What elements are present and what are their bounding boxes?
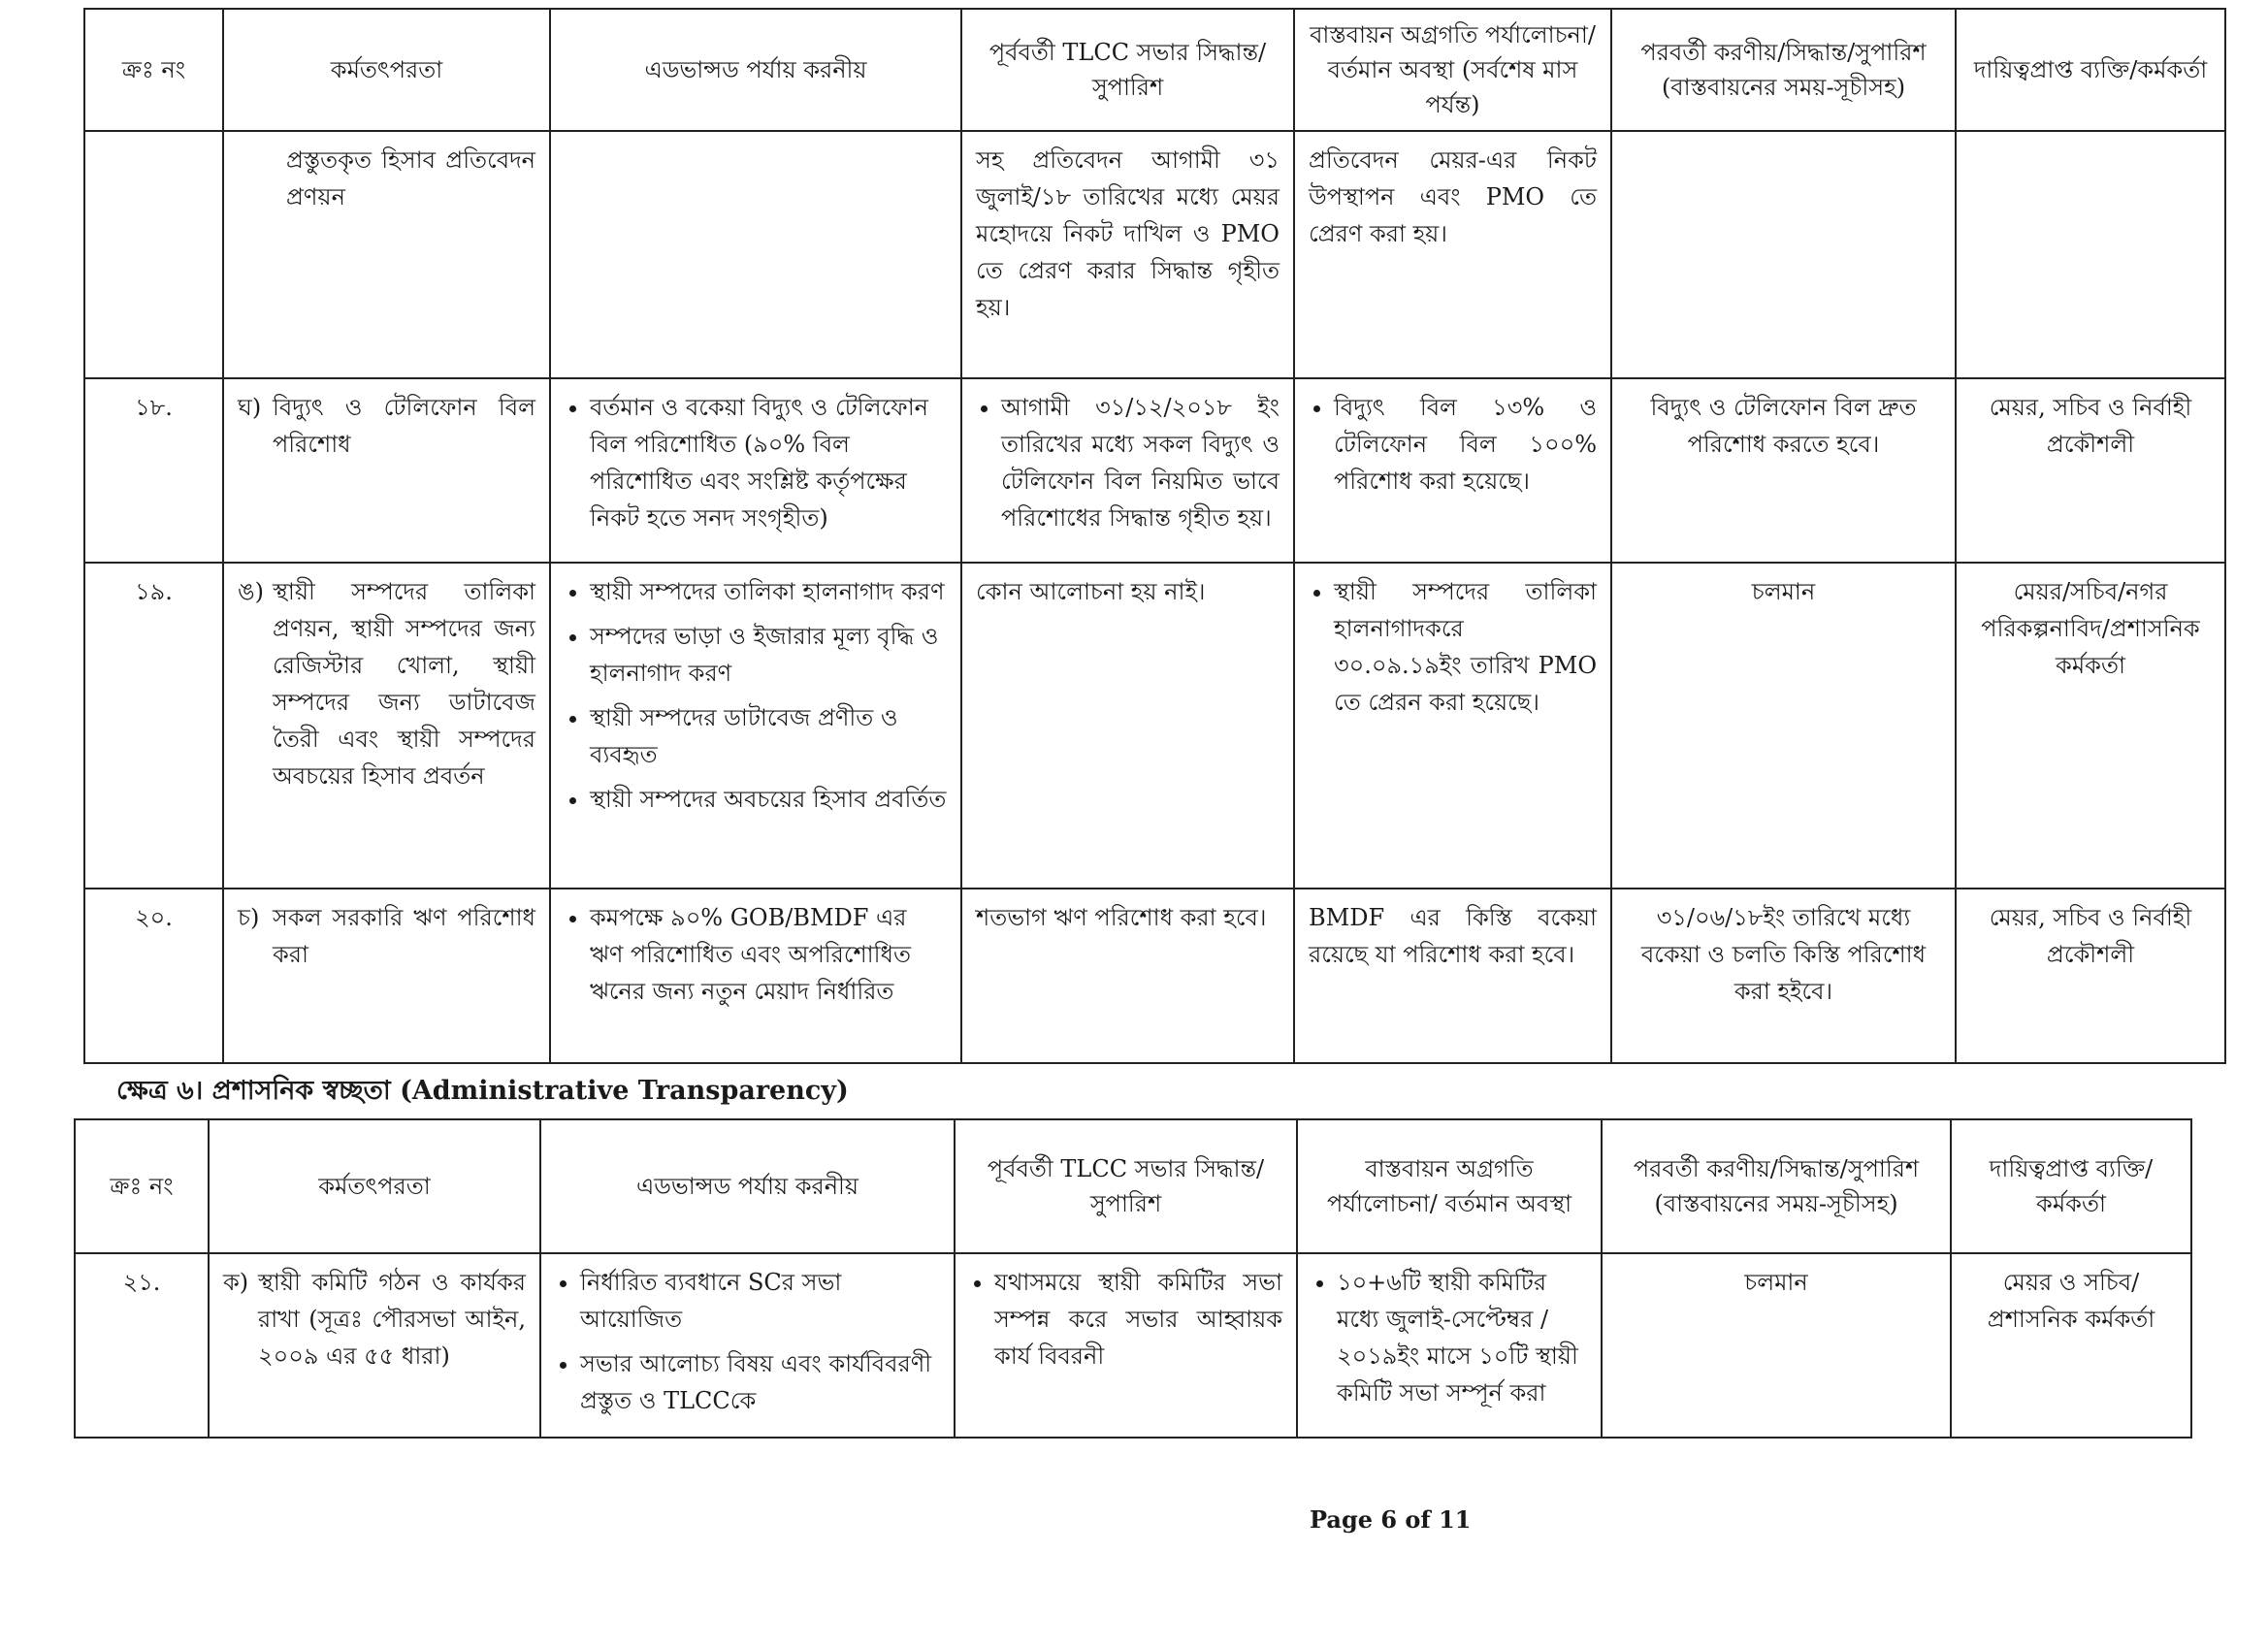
- bullet-item: • আগামী ৩১/১২/২০১৮ ইং তারিখের মধ্যে সকল বিদ্যুৎ ও টেলিফোন বিল নিয়মিত ভাবে পরিশোধের সিদ্ধান্ত গৃহীত হয়।: [1001, 389, 1280, 536]
- cell-prev-tlcc: [961, 378, 1294, 563]
- task-text: সকল সরকারি ঋণ পরিশোধ করা: [273, 904, 535, 968]
- bullet-item: • কমপক্ষে ৯০% GOB/BMDF এর ঋণ পরিশোধিত এবং অপরিশোধিত ঋনের জন্য নতুন মেয়াদ নির্ধারিত: [590, 899, 947, 1010]
- header-responsible: দায়িত্বপ্রাপ্ত ব্যক্তি/কর্মকর্তা: [1951, 1119, 2191, 1253]
- cell-progress: প্রতিবেদন মেয়র-এর নিকট উপস্থাপন এবং PMO তে প্রেরণ করা হয়।: [1294, 131, 1611, 378]
- cell-responsible: [1956, 131, 2225, 378]
- header-next-action: পরবর্তী করণীয়/সিদ্ধান্ত/সুপারিশ (বাস্তবায়নের সময়-সূচীসহ): [1611, 9, 1956, 131]
- table-header-row: [84, 9, 2225, 131]
- administrative-transparency-table: [74, 1118, 2192, 1439]
- cell-prev-tlcc: সহ প্রতিবেদন আগামী ৩১ জুলাই/১৮ তারিখের মধ্যে মেয়র মহোদয়ে নিকট দাখিল ও PMO তে প্রেরণ করার সিদ্ধান্ত গৃহীত হয়।: [961, 131, 1294, 378]
- task-text: স্থায়ী কমিটি গঠন ও কার্যকর রাখা (সূত্রঃ পৌরসভা আইন, ২০০৯ এর ৫৫ ধারা): [258, 1269, 526, 1370]
- bullet-item: • স্থায়ী সম্পদের তালিকা হালনাগাদকরে ৩০.০৯.১৯ইং তারিখ PMO তে প্রেরন করা হয়েছে।: [1334, 573, 1597, 721]
- table-row: [75, 1253, 2191, 1438]
- table-row: [84, 378, 2225, 563]
- header-advanced: এডভান্সড পর্যায় করনীয়: [550, 9, 961, 131]
- cell-responsible: মেয়র ও সচিব/প্রশাসনিক কর্মকর্তা: [1951, 1253, 2191, 1438]
- cell-next-action: বিদ্যুৎ ও টেলিফোন বিল দ্রুত পরিশোধ করতে হবে।: [1611, 378, 1956, 563]
- cell-serial: ১৮.: [84, 378, 223, 563]
- cell-prev-tlcc: কোন আলোচনা হয় নাই।: [961, 563, 1294, 889]
- cell-progress: [1294, 378, 1611, 563]
- task-marker: ক): [223, 1269, 249, 1296]
- cell-prev-tlcc: [955, 1253, 1297, 1438]
- header-prev-tlcc: পূর্ববর্তী TLCC সভার সিদ্ধান্ত/সুপারিশ: [955, 1119, 1297, 1253]
- cell-advanced: [550, 563, 961, 889]
- cell-advanced: [540, 1253, 955, 1438]
- cell-next-action: ৩১/০৬/১৮ইং তারিখে মধ্যে বকেয়া ও চলতি কিস্তি পরিশোধ করা হইবে।: [1611, 889, 1956, 1063]
- header-progress: বাস্তবায়ন অগ্রগতি পর্যালোচনা/ বর্তমান অবস্থা: [1297, 1119, 1602, 1253]
- cell-scope: প্রস্তুতকৃত হিসাব প্রতিবেদন প্রণয়ন: [223, 131, 550, 378]
- table-row: [84, 131, 2225, 378]
- table-row: [84, 563, 2225, 889]
- cell-scope: [223, 889, 550, 1063]
- task-marker: ঘ): [238, 394, 262, 421]
- section-title: ক্ষেত্র ৬। প্রশাসনিক স্বচ্ছতা (Administrative Transparency): [116, 1076, 849, 1106]
- cell-advanced: [550, 131, 961, 378]
- cell-responsible: মেয়র, সচিব ও নির্বাহী প্রকৌশলী: [1956, 889, 2225, 1063]
- task-text: স্থায়ী সম্পদের তালিকা প্রণয়ন, স্থায়ী সম্পদের জন্য রেজিস্টার খোলা, স্থায়ী সম্পদের জন্য ডাটাবেজ তৈরী এবং স্থায়ী সম্পদের অবচয়ের হিসাব প্রবর্তন: [273, 578, 535, 790]
- cell-prev-tlcc: শতভাগ ঋণ পরিশোধ করা হবে।: [961, 889, 1294, 1063]
- cell-scope: [223, 563, 550, 889]
- bullet-item: • স্থায়ী সম্পদের ডাটাবেজ প্রণীত ও ব্যবহৃত: [590, 699, 947, 773]
- bullet-item: • বিদ্যুৎ বিল ১৩% ও টেলিফোন বিল ১০০% পরিশোধ করা হয়েছে।: [1334, 389, 1597, 500]
- accountability-table: [83, 8, 2226, 1064]
- cell-scope: [223, 378, 550, 563]
- task-marker: চ): [238, 904, 260, 931]
- cell-progress: [1297, 1253, 1602, 1438]
- page-number: Page 6 of 11: [1310, 1505, 1472, 1534]
- task-marker: ঙ): [238, 578, 264, 605]
- table-row: [84, 889, 2225, 1063]
- cell-advanced: [550, 889, 961, 1063]
- bullet-item: • সভার আলোচ্য বিষয় এবং কার্যবিবরণী প্রস্তুত ও TLCCকে: [580, 1345, 940, 1419]
- bullet-item: • ১০+৬টি স্থায়ী কমিটির মধ্যে জুলাই-সেপ্টেম্বর /২০১৯ইং মাসে ১০টি স্থায়ী কমিটি সভা সম্পূর্ন করা: [1337, 1264, 1587, 1411]
- cell-responsible: মেয়র/সচিব/নগর পরিকল্পনাবিদ/প্রশাসনিক কর্মকর্তা: [1956, 563, 2225, 889]
- header-prev-tlcc: পূর্ববর্তী TLCC সভার সিদ্ধান্ত/সুপারিশ: [961, 9, 1294, 131]
- cell-next-action: [1611, 131, 1956, 378]
- bullet-item: • সম্পদের ভাড়া ও ইজারার মূল্য বৃদ্ধি ও হালনাগাদ করণ: [590, 618, 947, 692]
- task-text: বিদ্যুৎ ও টেলিফোন বিল পরিশোধ: [273, 394, 535, 458]
- cell-progress: BMDF এর কিস্তি বকেয়া রয়েছে যা পরিশোধ করা হবে।: [1294, 889, 1611, 1063]
- bullet-item: • স্থায়ী সম্পদের অবচয়ের হিসাব প্রবর্তিত: [590, 781, 947, 818]
- cell-advanced: [550, 378, 961, 563]
- header-advanced: এডভান্সড পর্যায় করনীয়: [540, 1119, 955, 1253]
- bullet-item: • স্থায়ী সম্পদের তালিকা হালনাগাদ করণ: [590, 573, 947, 610]
- cell-serial: [84, 131, 223, 378]
- cell-serial: ২১.: [75, 1253, 209, 1438]
- cell-serial: ২০.: [84, 889, 223, 1063]
- header-progress: বাস্তবায়ন অগ্রগতি পর্যালোচনা/ বর্তমান অবস্থা (সর্বশেষ মাস পর্যন্ত): [1294, 9, 1611, 131]
- header-scope: কর্মতৎপরতা: [223, 9, 550, 131]
- cell-scope: [209, 1253, 540, 1438]
- header-scope: কর্মতৎপরতা: [209, 1119, 540, 1253]
- cell-responsible: মেয়র, সচিব ও নির্বাহী প্রকৌশলী: [1956, 378, 2225, 563]
- cell-serial: ১৯.: [84, 563, 223, 889]
- cell-progress: [1294, 563, 1611, 889]
- header-serial: ক্রঃ নং: [84, 9, 223, 131]
- bullet-item: • যথাসময়ে স্থায়ী কমিটির সভা সম্পন্ন করে সভার আহ্বায়ক কার্য বিবরনী: [994, 1264, 1282, 1374]
- header-next-action: পরবর্তী করণীয়/সিদ্ধান্ত/সুপারিশ (বাস্তবায়নের সময়-সূচীসহ): [1602, 1119, 1951, 1253]
- header-responsible: দায়িত্বপ্রাপ্ত ব্যক্তি/কর্মকর্তা: [1956, 9, 2225, 131]
- bullet-item: • নির্ধারিত ব্যবধানে SCর সভা আয়োজিত: [580, 1264, 940, 1338]
- header-serial: ক্রঃ নং: [75, 1119, 209, 1253]
- bullet-item: • বর্তমান ও বকেয়া বিদ্যুৎ ও টেলিফোন বিল পরিশোধিত (৯০% বিল পরিশোধিত এবং সংশ্লিষ্ট কর্তৃপক্ষের নিকট হতে সনদ সংগৃহীত): [590, 389, 947, 536]
- cell-next-action: চলমান: [1602, 1253, 1951, 1438]
- cell-next-action: চলমান: [1611, 563, 1956, 889]
- table-header-row: [75, 1119, 2191, 1253]
